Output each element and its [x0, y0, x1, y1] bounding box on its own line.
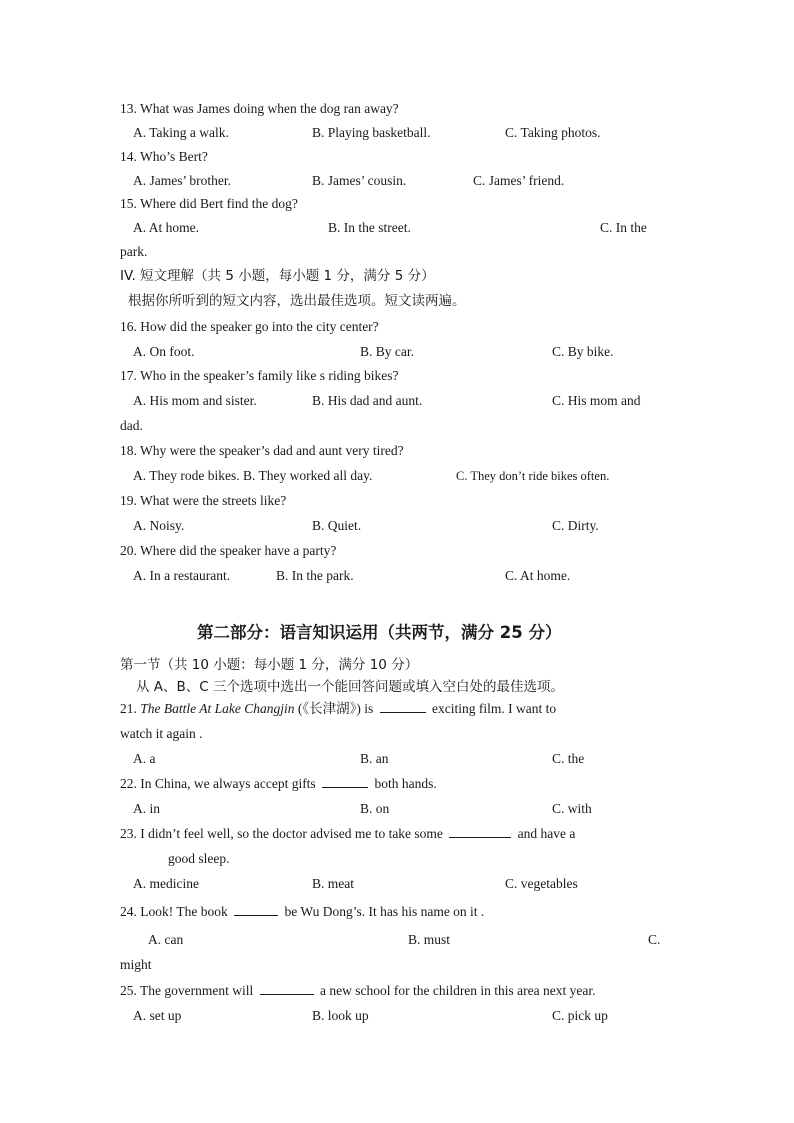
- section-1-instruction: 从 A、B、C 三个选项中选出一个能回答问题或填入空白处的最佳选项。: [136, 679, 565, 695]
- q17-option-c-continued: dad.: [120, 418, 143, 433]
- question-15-stem: 15. Where did Bert find the dog?: [120, 196, 298, 211]
- q20-option-b: B. In the park.: [276, 568, 354, 583]
- q15-option-c: C. In the: [600, 220, 647, 235]
- q25-answer-blank[interactable]: [260, 982, 314, 995]
- q16-option-b: B. By car.: [360, 344, 414, 359]
- question-13-stem: 13. What was James doing when the dog ran away?: [120, 101, 399, 116]
- q22-stem-before: 22. In China, we always accept gifts: [120, 776, 316, 791]
- q21-answer-blank[interactable]: [380, 700, 426, 713]
- q22-stem-after: both hands.: [374, 776, 437, 791]
- question-23-stem: [120, 825, 575, 843]
- q17-option-a: A. His mom and sister.: [133, 393, 257, 408]
- q15-option-b: B. In the street.: [328, 220, 411, 235]
- question-19-stem: 19. What were the streets like?: [120, 493, 287, 508]
- q13-option-b: B. Playing basketball.: [312, 125, 431, 140]
- q18-options-a-b: A. They rode bikes. B. They worked all day.: [133, 468, 373, 483]
- q24-answer-blank[interactable]: [234, 903, 278, 916]
- question-21-stem: [120, 700, 556, 718]
- q24-option-a: A. can: [148, 932, 184, 947]
- question-14-stem: 14. Who’s Bert?: [120, 149, 208, 164]
- question-24-stem: [120, 903, 484, 921]
- q21-movie-title: The Battle At Lake Changjin: [140, 701, 295, 716]
- q22-option-a: A. in: [133, 801, 160, 816]
- q16-option-a: A. On foot.: [133, 344, 195, 359]
- q17-option-b: B. His dad and aunt.: [312, 393, 423, 408]
- q21-option-c: C. the: [552, 751, 585, 766]
- part-2-heading: 第二部分：语言知识运用（共两节，满分 25 分）: [197, 623, 562, 642]
- q16-option-c: C. By bike.: [552, 344, 614, 359]
- q19-option-b: B. Quiet.: [312, 518, 362, 533]
- q20-option-a: A. In a restaurant.: [133, 568, 231, 583]
- q22-answer-blank[interactable]: [322, 775, 368, 788]
- q19-option-c: C. Dirty.: [552, 518, 599, 533]
- q24-option-c: C.: [648, 932, 661, 947]
- q14-option-a: A. James’ brother.: [133, 173, 231, 188]
- q15-option-c-continued: park.: [120, 244, 148, 259]
- q21-stem-after: exciting film. I want to: [432, 701, 557, 716]
- q23-answer-blank[interactable]: [449, 825, 511, 838]
- q24-option-c-continued: might: [120, 957, 152, 972]
- q23-stem-after: and have a: [517, 826, 576, 841]
- q17-option-c: C. His mom and: [552, 393, 641, 408]
- question-25-stem: [120, 982, 596, 1000]
- q14-option-b: B. James’ cousin.: [312, 173, 407, 188]
- q24-option-b: B. must: [408, 932, 451, 947]
- q18-option-c: C. They don’t ride bikes often.: [456, 469, 610, 483]
- question-20-stem: 20. Where did the speaker have a party?: [120, 543, 337, 558]
- q21-option-b: B. an: [360, 751, 389, 766]
- q23-option-a: A. medicine: [133, 876, 199, 891]
- q21-chinese-title: (《长津湖》) is: [294, 701, 374, 716]
- q22-option-c: C. with: [552, 801, 592, 816]
- section-4-instruction: 根据你所听到的短文内容，选出最佳选项。短文读两遍。: [128, 293, 466, 309]
- q23-stem-before: 23. I didn’t feel well, so the doctor advised me to take some: [120, 826, 443, 841]
- q14-option-c: C. James’ friend.: [473, 173, 565, 188]
- q13-option-a: A. Taking a walk.: [133, 125, 229, 140]
- q25-option-b: B. look up: [312, 1008, 369, 1023]
- q23-stem-continued: good sleep.: [168, 851, 230, 866]
- question-16-stem: 16. How did the speaker go into the city center?: [120, 319, 379, 334]
- q25-stem-before: 25. The government will: [120, 983, 254, 998]
- q15-option-a: A. At home.: [133, 220, 199, 235]
- section-1-title: 第一节（共 10 小题：每小题 1 分，满分 10 分）: [120, 657, 419, 673]
- question-17-stem: 17. Who in the speaker’s family like s riding bikes?: [120, 368, 399, 383]
- q21-number: 21.: [120, 701, 137, 716]
- q25-option-c: C. pick up: [552, 1008, 608, 1023]
- q25-stem-after: a new school for the children in this area next year.: [319, 983, 596, 998]
- q21-stem-continued: watch it again .: [120, 726, 203, 741]
- q19-option-a: A. Noisy.: [133, 518, 185, 533]
- q23-option-b: B. meat: [312, 876, 354, 891]
- q22-option-b: B. on: [360, 801, 390, 816]
- q24-stem-before: 24. Look! The book: [120, 904, 228, 919]
- q24-stem-after: be Wu Dong’s. It has his name on it .: [284, 904, 485, 919]
- q21-option-a: A. a: [133, 751, 156, 766]
- q25-option-a: A. set up: [133, 1008, 182, 1023]
- q20-option-c: C. At home.: [505, 568, 571, 583]
- question-18-stem: 18. Why were the speaker’s dad and aunt very tired?: [120, 443, 404, 458]
- q23-option-c: C. vegetables: [505, 876, 578, 891]
- section-4-title: IV. 短文理解（共 5 小题，每小题 1 分，满分 5 分）: [120, 268, 435, 284]
- question-22-stem: [120, 775, 437, 793]
- q13-option-c: C. Taking photos.: [505, 125, 601, 140]
